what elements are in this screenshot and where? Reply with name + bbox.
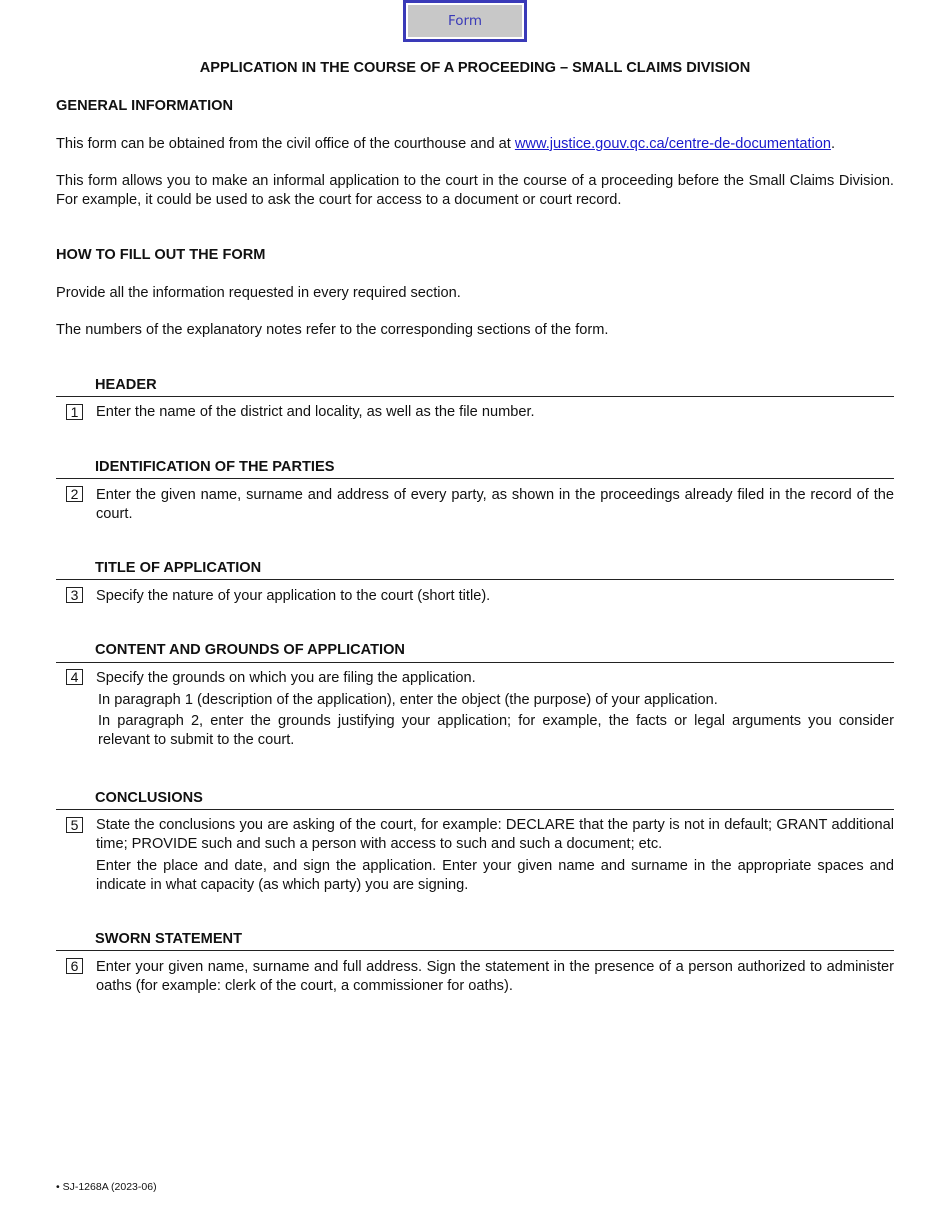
form-button-label: Form <box>408 5 522 37</box>
note-5-line-2: Enter the place and date, and sign the application. Enter your given name and surname in the appropriate spaces and indicate in what capacity (as which party) you are signing. <box>96 858 894 893</box>
section-divider <box>56 809 894 810</box>
note-3-line-1: Specify the nature of your application to the court (short title). <box>96 588 491 604</box>
general-info-paragraph-2: This form allows you to make an informal application to the court in the course of a proceeding before the Small Claims Division. For example, it could be used to ask the court for access to a document or court record. <box>56 173 894 208</box>
general-info-paragraph-1 <box>56 135 894 154</box>
section-heading-title: TITLE OF APPLICATION <box>95 560 262 576</box>
section-divider <box>56 579 894 580</box>
section-number-2: 2 <box>66 486 83 502</box>
note-4-line-3: In paragraph 2, enter the grounds justifying your application; for example, the facts or legal arguments you consider relevant to submit to the court. <box>98 713 894 748</box>
section-divider <box>56 662 894 663</box>
section-divider <box>56 478 894 479</box>
section-heading-header: HEADER <box>95 377 157 393</box>
form-code-footer: • SJ-1268A (2023-06) <box>56 1181 157 1193</box>
note-2-line-1: Enter the given name, surname and address of every party, as shown in the proceedings already filed in the record of the court. <box>96 487 894 522</box>
general-info-text: This form can be obtained from the civil office of the courthouse and at <box>56 136 515 152</box>
documentation-link[interactable]: www.justice.gouv.qc.ca/centre-de-documentation <box>514 136 831 152</box>
section-number-1: 1 <box>66 404 83 420</box>
howto-paragraph-2: The numbers of the explanatory notes refer to the corresponding sections of the form. <box>56 322 609 338</box>
note-4-line-2: In paragraph 1 (description of the application), enter the object (the purpose) of your application. <box>98 692 718 708</box>
section-heading-sworn: SWORN STATEMENT <box>95 931 243 947</box>
general-info-heading: GENERAL INFORMATION <box>56 98 234 114</box>
note-4-line-1: Specify the grounds on which you are filing the application. <box>96 670 476 686</box>
section-number-6: 6 <box>66 958 83 974</box>
section-number-3: 3 <box>66 587 83 603</box>
note-5-line-1: State the conclusions you are asking of the court, for example: DECLARE that the party is not in default; GRANT additional time; PROVIDE such and such a person with access to such and such a document; etc. <box>96 817 894 852</box>
section-number-4: 4 <box>66 669 83 685</box>
note-1-line-1: Enter the name of the district and locality, as well as the file number. <box>96 404 535 420</box>
form-button[interactable] <box>403 0 527 42</box>
section-number-5: 5 <box>66 817 83 833</box>
howto-paragraph-1: Provide all the information requested in every required section. <box>56 285 461 301</box>
note-6-line-1: Enter your given name, surname and full address. Sign the statement in the presence of a person authorized to administer oaths (for example: clerk of the court, a commissioner for oaths). <box>96 959 894 994</box>
section-heading-parties: IDENTIFICATION OF THE PARTIES <box>95 459 335 475</box>
general-info-period: . <box>830 136 836 152</box>
page-title: APPLICATION IN THE COURSE OF A PROCEEDING – SMALL CLAIMS DIVISION <box>199 60 751 76</box>
section-heading-conclusions: CONCLUSIONS <box>95 790 203 806</box>
section-divider <box>56 950 894 951</box>
section-heading-content: CONTENT AND GROUNDS OF APPLICATION <box>95 642 405 658</box>
section-divider <box>56 396 894 397</box>
howto-heading: HOW TO FILL OUT THE FORM <box>56 247 266 263</box>
